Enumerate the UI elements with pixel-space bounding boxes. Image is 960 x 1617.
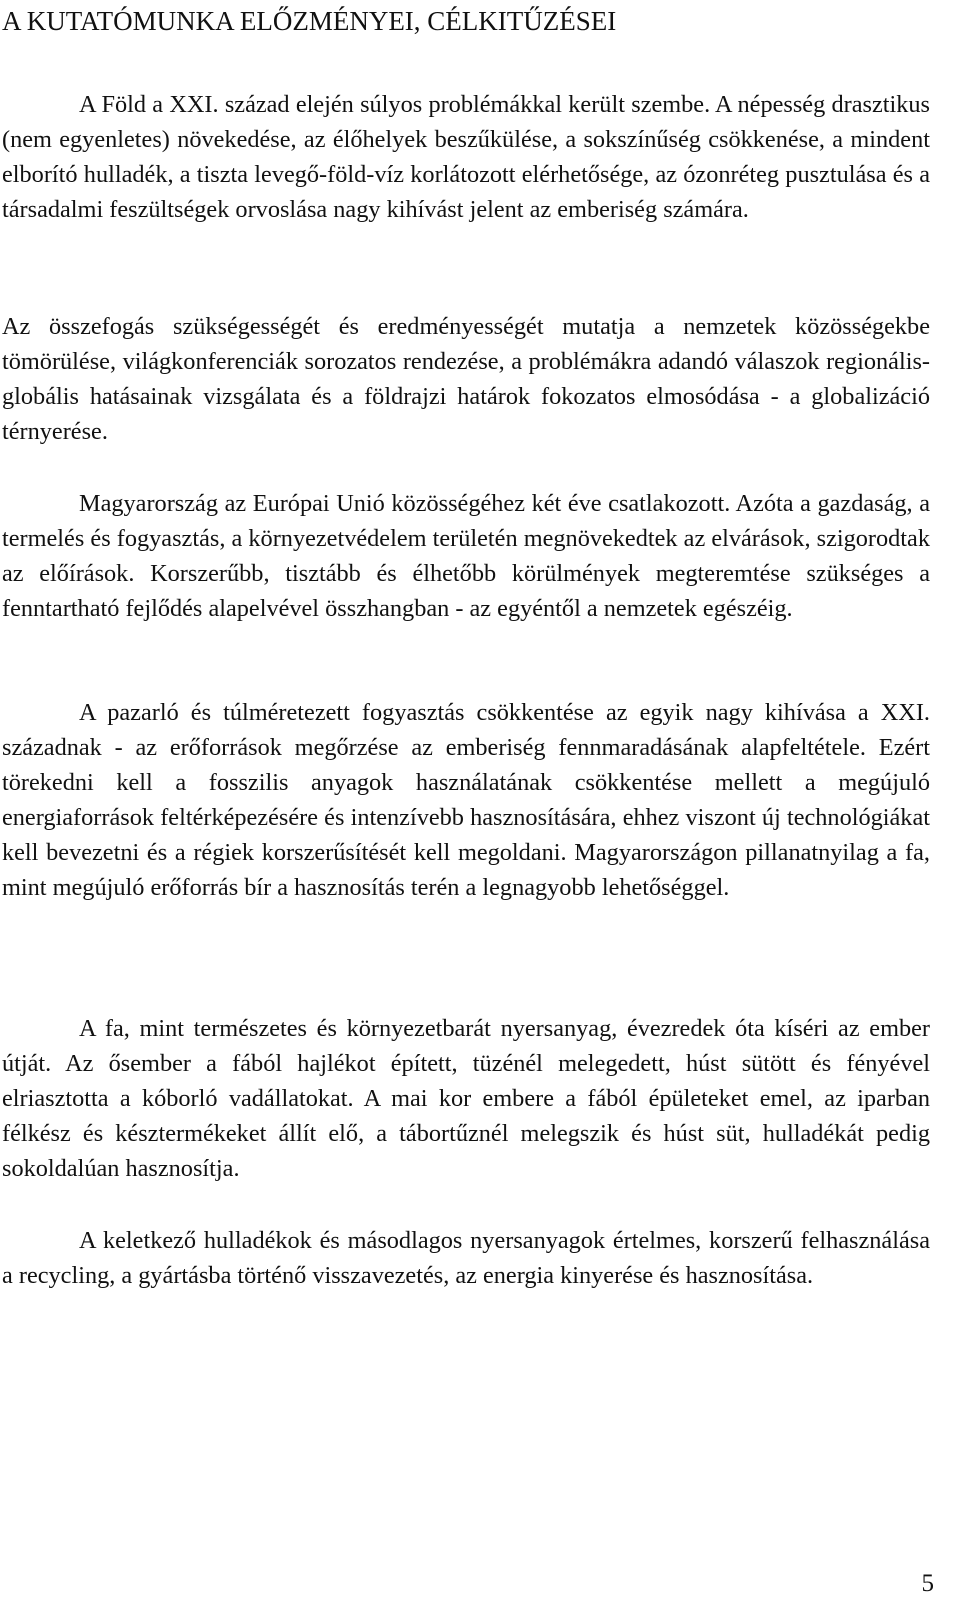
- paragraph-2: Az összefogás szükségességét és eredményességét mutatja a nemzetek közösségekbe tömörülése, világkonferenciák sorozatos rendezése, a problémákra adandó válaszok regionális-globális hatásainak vizsgálata és a földrajzi határok fokozatos elmosódása - a globalizáció térnyerése.: [2, 313, 930, 445]
- paragraph-5: A fa, mint természetes és környezetbarát nyersanyag, évezredek óta kíséri az ember útját. Az ősember a fából hajlékot épített, tüzénél melegedett, húst sütött és fényével elriasztotta a kóborló vadállatokat. A mai kor embere a fából épületeket emel, az iparban félkész és késztermékeket állít elő, a tábortűznél melegszik és húst süt, hulladékát pedig sokoldalúan hasznosítja.: [2, 1015, 930, 1182]
- section-heading: A KUTATÓMUNKA ELŐZMÉNYEI, CÉLKITŰZÉSEI: [2, 6, 617, 36]
- paragraph-1: A Föld a XXI. század elején súlyos problémákkal került szembe. A népesség drasztikus (nem egyenletes) növekedése, az élőhelyek beszűkülése, a sokszínűség csökkenése, a mindent elborító hulladék, a tiszta levegő-föld-víz korlátozott elérhetősége, az ózonréteg pusztulása és a társadalmi feszültségek orvoslása nagy kihívást jelent az emberiség számára.: [2, 91, 930, 223]
- paragraph-6: A keletkező hulladékok és másodlagos nyersanyagok értelmes, korszerű felhasználása a recycling, a gyártásba történő visszavezetés, az energia kinyerése és hasznosítása.: [2, 1227, 930, 1289]
- paragraph-3: Magyarország az Európai Unió közösségéhez két éve csatlakozott. Azóta a gazdaság, a termelés és fogyasztás, a környezetvédelem területén megnövekedtek az elvárások, szigorodtak az előírások. Korszerűbb, tisztább és élhetőbb körülmények megteremtése szükséges a fenntartható fejlődés alapelvével összhangban - az egyéntől a nemzetek egészéig.: [2, 490, 930, 622]
- page-number: 5: [921, 1570, 934, 1597]
- paragraph-4: A pazarló és túlméretezett fogyasztás csökkentése az egyik nagy kihívása a XXI. századnak - az erőforrások megőrzése az emberiség fennmaradásának alapfeltétele. Ezért törekedni kell a fosszilis anyagok használatának csökkentése mellett a megújuló energiaforrások feltérképezésére és intenzívebb hasznosítására, ehhez viszont új technológiákat kell bevezetni és a régiek korszerűsítését kell megoldani. Magyarországon pillanatnyilag a fa, mint megújuló erőforrás bír a hasznosítás terén a legnagyobb lehetőséggel.: [2, 699, 930, 901]
